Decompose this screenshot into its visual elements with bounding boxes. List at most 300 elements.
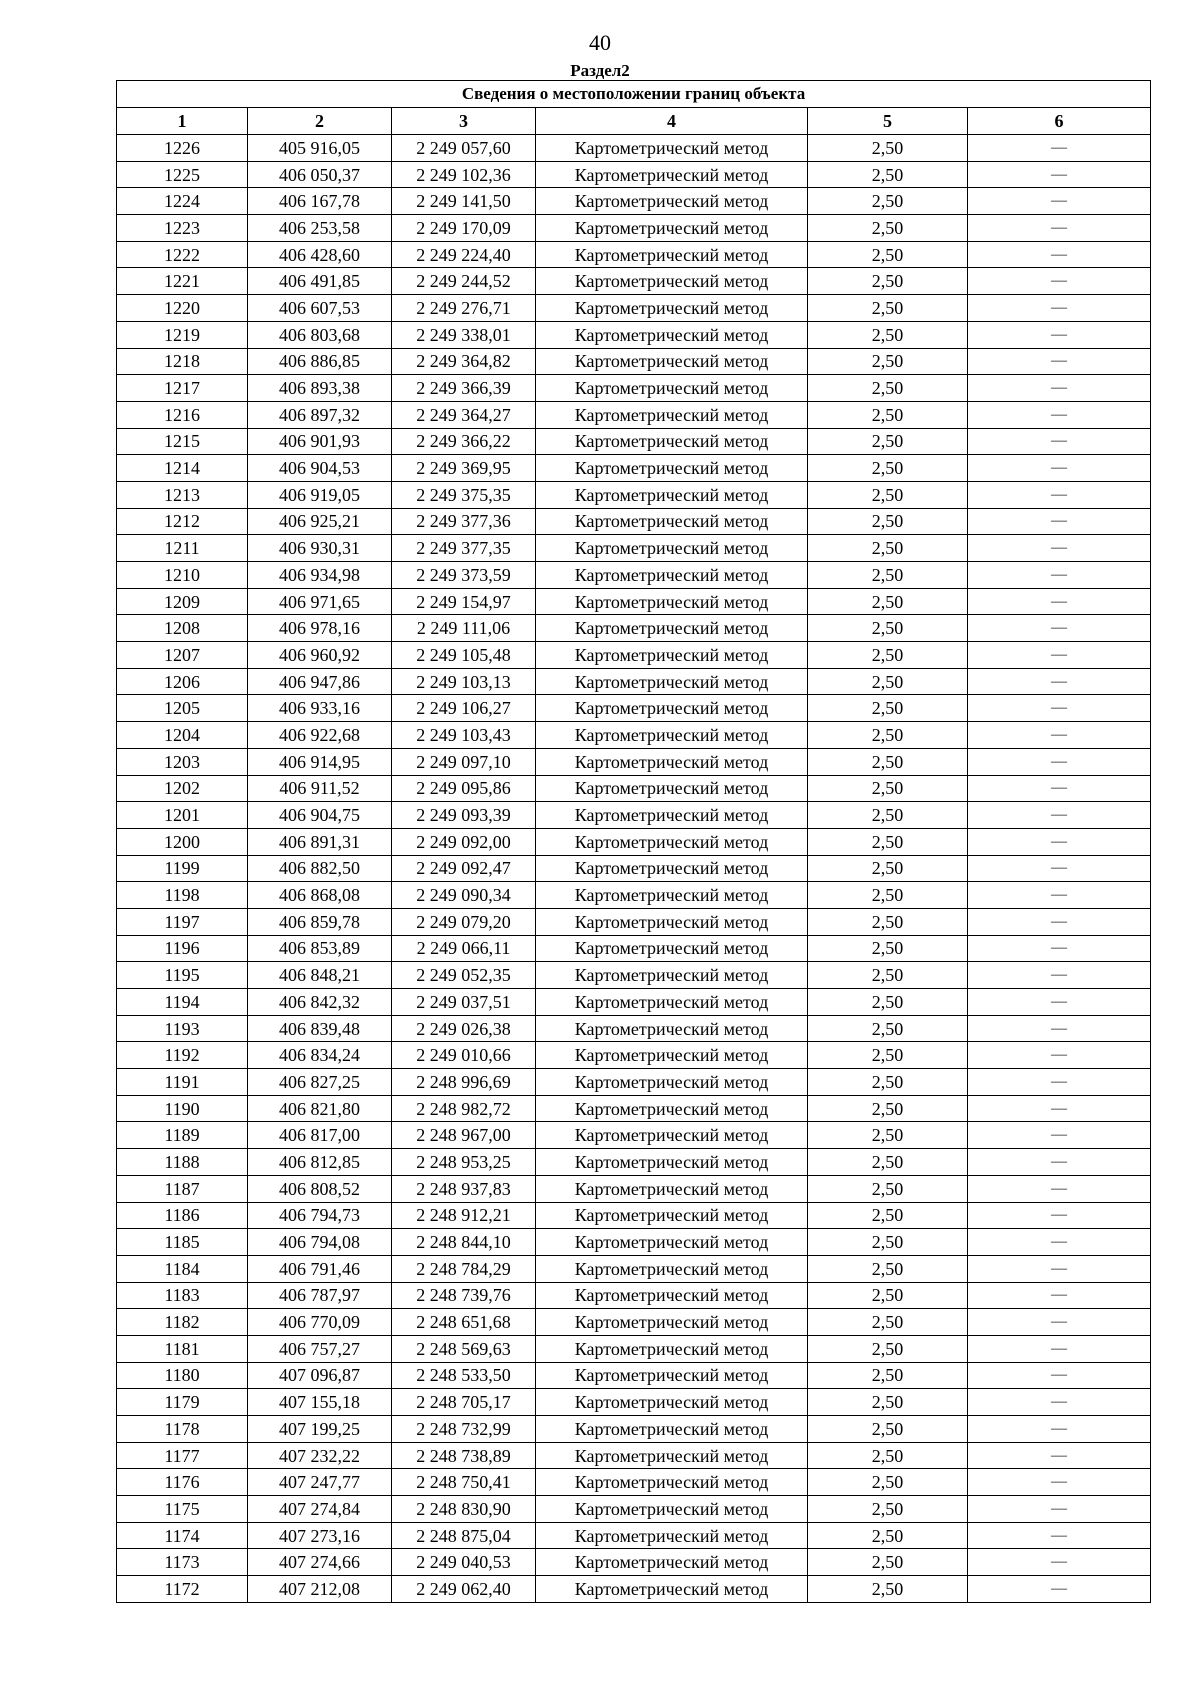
table-row [117, 481, 1151, 508]
method-cell: Картометрический метод [536, 135, 808, 162]
y-coordinate-cell: 2 249 377,36 [392, 508, 536, 535]
table-row [117, 1149, 1151, 1176]
x-coordinate-cell: 406 794,08 [248, 1229, 392, 1256]
point-number-cell: 1183 [117, 1282, 248, 1309]
x-coordinate-cell: 407 273,16 [248, 1522, 392, 1549]
point-number-cell: 1226 [117, 135, 248, 162]
description-cell: — [968, 375, 1151, 402]
table-row [117, 882, 1151, 909]
y-coordinate-cell: 2 249 102,36 [392, 161, 536, 188]
table-row [117, 588, 1151, 615]
table-row [117, 562, 1151, 589]
point-number-cell: 1217 [117, 375, 248, 402]
accuracy-cell: 2,50 [808, 1175, 968, 1202]
point-number-cell: 1207 [117, 642, 248, 669]
y-coordinate-cell: 2 248 732,99 [392, 1416, 536, 1443]
accuracy-cell: 2,50 [808, 962, 968, 989]
point-number-cell: 1184 [117, 1255, 248, 1282]
point-number-cell: 1182 [117, 1309, 248, 1336]
x-coordinate-cell: 406 253,58 [248, 215, 392, 242]
method-cell: Картометрический метод [536, 1255, 808, 1282]
x-coordinate-cell: 407 274,66 [248, 1549, 392, 1576]
method-cell: Картометрический метод [536, 1522, 808, 1549]
page-number: 40 [589, 30, 611, 55]
point-number-cell: 1220 [117, 295, 248, 322]
table-row [117, 348, 1151, 375]
accuracy-cell: 2,50 [808, 588, 968, 615]
accuracy-cell: 2,50 [808, 1576, 968, 1603]
x-coordinate-cell: 406 827,25 [248, 1069, 392, 1096]
column-number: 1 [117, 108, 248, 135]
table-row [117, 508, 1151, 535]
table-row [117, 989, 1151, 1016]
x-coordinate-cell: 406 922,68 [248, 722, 392, 749]
point-number-cell: 1223 [117, 215, 248, 242]
description-cell: — [968, 508, 1151, 535]
point-number-cell: 1216 [117, 401, 248, 428]
description-cell: — [968, 989, 1151, 1016]
accuracy-cell: 2,50 [808, 1122, 968, 1149]
point-number-cell: 1208 [117, 615, 248, 642]
method-cell: Картометрический метод [536, 1015, 808, 1042]
accuracy-cell: 2,50 [808, 535, 968, 562]
table-row [117, 1496, 1151, 1523]
point-number-cell: 1213 [117, 481, 248, 508]
table-row [117, 1282, 1151, 1309]
description-cell: — [968, 428, 1151, 455]
x-coordinate-cell: 406 607,53 [248, 295, 392, 322]
y-coordinate-cell: 2 248 750,41 [392, 1469, 536, 1496]
y-coordinate-cell: 2 249 066,11 [392, 935, 536, 962]
y-coordinate-cell: 2 249 276,71 [392, 295, 536, 322]
table-row [117, 188, 1151, 215]
x-coordinate-cell: 406 971,65 [248, 588, 392, 615]
x-coordinate-cell: 406 914,95 [248, 748, 392, 775]
point-number-cell: 1204 [117, 722, 248, 749]
y-coordinate-cell: 2 248 705,17 [392, 1389, 536, 1416]
accuracy-cell: 2,50 [808, 1335, 968, 1362]
column-number: 6 [968, 108, 1151, 135]
table-row [117, 1389, 1151, 1416]
point-number-cell: 1192 [117, 1042, 248, 1069]
x-coordinate-cell: 406 787,97 [248, 1282, 392, 1309]
description-cell: — [968, 455, 1151, 482]
point-number-cell: 1196 [117, 935, 248, 962]
x-coordinate-cell: 406 491,85 [248, 268, 392, 295]
table-row [117, 748, 1151, 775]
description-cell: — [968, 1042, 1151, 1069]
accuracy-cell: 2,50 [808, 562, 968, 589]
y-coordinate-cell: 2 249 170,09 [392, 215, 536, 242]
x-coordinate-cell: 406 919,05 [248, 481, 392, 508]
x-coordinate-cell: 406 901,93 [248, 428, 392, 455]
description-cell: — [968, 1122, 1151, 1149]
description-cell: — [968, 1469, 1151, 1496]
method-cell: Картометрический метод [536, 1362, 808, 1389]
point-number-cell: 1195 [117, 962, 248, 989]
accuracy-cell: 2,50 [808, 321, 968, 348]
y-coordinate-cell: 2 249 364,82 [392, 348, 536, 375]
accuracy-cell: 2,50 [808, 1522, 968, 1549]
description-cell: — [968, 1202, 1151, 1229]
method-cell: Картометрический метод [536, 562, 808, 589]
point-number-cell: 1200 [117, 828, 248, 855]
y-coordinate-cell: 2 249 092,47 [392, 855, 536, 882]
point-number-cell: 1187 [117, 1175, 248, 1202]
point-number-cell: 1174 [117, 1522, 248, 1549]
y-coordinate-cell: 2 248 651,68 [392, 1309, 536, 1336]
table-row [117, 1442, 1151, 1469]
description-cell: — [968, 882, 1151, 909]
description-cell: — [968, 1015, 1151, 1042]
table-row [117, 615, 1151, 642]
method-cell: Картометрический метод [536, 1442, 808, 1469]
point-number-cell: 1224 [117, 188, 248, 215]
point-number-cell: 1186 [117, 1202, 248, 1229]
method-cell: Картометрический метод [536, 1175, 808, 1202]
method-cell: Картометрический метод [536, 882, 808, 909]
method-cell: Картометрический метод [536, 1149, 808, 1176]
table-row [117, 455, 1151, 482]
accuracy-cell: 2,50 [808, 1362, 968, 1389]
x-coordinate-cell: 406 842,32 [248, 989, 392, 1016]
y-coordinate-cell: 2 249 111,06 [392, 615, 536, 642]
description-cell: — [968, 748, 1151, 775]
method-cell: Картометрический метод [536, 1282, 808, 1309]
table-row [117, 1309, 1151, 1336]
accuracy-cell: 2,50 [808, 1282, 968, 1309]
boundary-coordinates-table [116, 80, 1151, 1603]
point-number-cell: 1210 [117, 562, 248, 589]
x-coordinate-cell: 407 212,08 [248, 1576, 392, 1603]
accuracy-cell: 2,50 [808, 1015, 968, 1042]
description-cell: — [968, 1095, 1151, 1122]
accuracy-cell: 2,50 [808, 668, 968, 695]
accuracy-cell: 2,50 [808, 695, 968, 722]
method-cell: Картометрический метод [536, 802, 808, 829]
y-coordinate-cell: 2 249 377,35 [392, 535, 536, 562]
method-cell: Картометрический метод [536, 908, 808, 935]
x-coordinate-cell: 407 247,77 [248, 1469, 392, 1496]
accuracy-cell: 2,50 [808, 1469, 968, 1496]
table-row [117, 775, 1151, 802]
table-body [117, 135, 1151, 1603]
description-cell: — [968, 1229, 1151, 1256]
method-cell: Картометрический метод [536, 268, 808, 295]
description-cell: — [968, 1389, 1151, 1416]
section-title: Раздел2 [570, 61, 630, 80]
description-cell: — [968, 348, 1151, 375]
accuracy-cell: 2,50 [808, 135, 968, 162]
x-coordinate-cell: 406 891,31 [248, 828, 392, 855]
x-coordinate-cell: 406 933,16 [248, 695, 392, 722]
table-row [117, 1576, 1151, 1603]
description-cell: — [968, 135, 1151, 162]
accuracy-cell: 2,50 [808, 401, 968, 428]
description-cell: — [968, 295, 1151, 322]
x-coordinate-cell: 406 428,60 [248, 241, 392, 268]
x-coordinate-cell: 406 886,85 [248, 348, 392, 375]
point-number-cell: 1202 [117, 775, 248, 802]
table-row [117, 161, 1151, 188]
table-row [117, 401, 1151, 428]
accuracy-cell: 2,50 [808, 375, 968, 402]
method-cell: Картометрический метод [536, 962, 808, 989]
method-cell: Картометрический метод [536, 828, 808, 855]
y-coordinate-cell: 2 248 875,04 [392, 1522, 536, 1549]
description-cell: — [968, 1442, 1151, 1469]
x-coordinate-cell: 407 096,87 [248, 1362, 392, 1389]
x-coordinate-cell: 406 794,73 [248, 1202, 392, 1229]
point-number-cell: 1176 [117, 1469, 248, 1496]
accuracy-cell: 2,50 [808, 855, 968, 882]
description-cell: — [968, 1362, 1151, 1389]
description-cell: — [968, 588, 1151, 615]
x-coordinate-cell: 406 853,89 [248, 935, 392, 962]
y-coordinate-cell: 2 248 830,90 [392, 1496, 536, 1523]
table-row [117, 828, 1151, 855]
accuracy-cell: 2,50 [808, 1069, 968, 1096]
accuracy-cell: 2,50 [808, 802, 968, 829]
column-number: 5 [808, 108, 968, 135]
table-row [117, 1362, 1151, 1389]
method-cell: Картометрический метод [536, 241, 808, 268]
y-coordinate-cell: 2 249 141,50 [392, 188, 536, 215]
table-row [117, 1202, 1151, 1229]
point-number-cell: 1203 [117, 748, 248, 775]
accuracy-cell: 2,50 [808, 1202, 968, 1229]
point-number-cell: 1191 [117, 1069, 248, 1096]
y-coordinate-cell: 2 249 095,86 [392, 775, 536, 802]
accuracy-cell: 2,50 [808, 295, 968, 322]
y-coordinate-cell: 2 249 090,34 [392, 882, 536, 909]
x-coordinate-cell: 406 050,37 [248, 161, 392, 188]
description-cell: — [968, 1255, 1151, 1282]
description-cell: — [968, 775, 1151, 802]
accuracy-cell: 2,50 [808, 1309, 968, 1336]
y-coordinate-cell: 2 249 037,51 [392, 989, 536, 1016]
y-coordinate-cell: 2 249 040,53 [392, 1549, 536, 1576]
method-cell: Картометрический метод [536, 295, 808, 322]
method-cell: Картометрический метод [536, 161, 808, 188]
x-coordinate-cell: 406 821,80 [248, 1095, 392, 1122]
x-coordinate-cell: 405 916,05 [248, 135, 392, 162]
table-row [117, 535, 1151, 562]
point-number-cell: 1215 [117, 428, 248, 455]
description-cell: — [968, 855, 1151, 882]
y-coordinate-cell: 2 248 996,69 [392, 1069, 536, 1096]
point-number-cell: 1177 [117, 1442, 248, 1469]
method-cell: Картометрический метод [536, 615, 808, 642]
table-row [117, 1042, 1151, 1069]
method-cell: Картометрический метод [536, 1069, 808, 1096]
point-number-cell: 1193 [117, 1015, 248, 1042]
description-cell: — [968, 802, 1151, 829]
accuracy-cell: 2,50 [808, 1442, 968, 1469]
method-cell: Картометрический метод [536, 855, 808, 882]
method-cell: Картометрический метод [536, 348, 808, 375]
x-coordinate-cell: 406 947,86 [248, 668, 392, 695]
y-coordinate-cell: 2 249 366,22 [392, 428, 536, 455]
y-coordinate-cell: 2 249 364,27 [392, 401, 536, 428]
y-coordinate-cell: 2 249 093,39 [392, 802, 536, 829]
accuracy-cell: 2,50 [808, 188, 968, 215]
description-cell: — [968, 562, 1151, 589]
y-coordinate-cell: 2 249 062,40 [392, 1576, 536, 1603]
point-number-cell: 1189 [117, 1122, 248, 1149]
x-coordinate-cell: 406 897,32 [248, 401, 392, 428]
point-number-cell: 1185 [117, 1229, 248, 1256]
x-coordinate-cell: 406 868,08 [248, 882, 392, 909]
description-cell: — [968, 935, 1151, 962]
description-cell: — [968, 1335, 1151, 1362]
accuracy-cell: 2,50 [808, 1042, 968, 1069]
y-coordinate-cell: 2 249 244,52 [392, 268, 536, 295]
point-number-cell: 1180 [117, 1362, 248, 1389]
method-cell: Картометрический метод [536, 1095, 808, 1122]
method-cell: Картометрический метод [536, 695, 808, 722]
x-coordinate-cell: 406 839,48 [248, 1015, 392, 1042]
point-number-cell: 1179 [117, 1389, 248, 1416]
method-cell: Картометрический метод [536, 1335, 808, 1362]
point-number-cell: 1175 [117, 1496, 248, 1523]
x-coordinate-cell: 406 757,27 [248, 1335, 392, 1362]
point-number-cell: 1211 [117, 535, 248, 562]
table-row [117, 802, 1151, 829]
method-cell: Картометрический метод [536, 535, 808, 562]
accuracy-cell: 2,50 [808, 882, 968, 909]
y-coordinate-cell: 2 249 373,59 [392, 562, 536, 589]
description-cell: — [968, 401, 1151, 428]
accuracy-cell: 2,50 [808, 428, 968, 455]
method-cell: Картометрический метод [536, 1042, 808, 1069]
method-cell: Картометрический метод [536, 668, 808, 695]
x-coordinate-cell: 406 960,92 [248, 642, 392, 669]
table-row [117, 1522, 1151, 1549]
description-cell: — [968, 1522, 1151, 1549]
accuracy-cell: 2,50 [808, 161, 968, 188]
table-row [117, 1175, 1151, 1202]
table-row [117, 1122, 1151, 1149]
point-number-cell: 1194 [117, 989, 248, 1016]
table-row [117, 962, 1151, 989]
x-coordinate-cell: 406 812,85 [248, 1149, 392, 1176]
y-coordinate-cell: 2 249 052,35 [392, 962, 536, 989]
point-number-cell: 1218 [117, 348, 248, 375]
method-cell: Картометрический метод [536, 375, 808, 402]
x-coordinate-cell: 406 817,00 [248, 1122, 392, 1149]
description-cell: — [968, 1576, 1151, 1603]
x-coordinate-cell: 406 893,38 [248, 375, 392, 402]
method-cell: Картометрический метод [536, 1496, 808, 1523]
x-coordinate-cell: 406 848,21 [248, 962, 392, 989]
x-coordinate-cell: 406 167,78 [248, 188, 392, 215]
description-cell: — [968, 1496, 1151, 1523]
description-cell: — [968, 908, 1151, 935]
point-number-cell: 1201 [117, 802, 248, 829]
table-row [117, 1255, 1151, 1282]
method-cell: Картометрический метод [536, 1416, 808, 1443]
method-cell: Картометрический метод [536, 642, 808, 669]
x-coordinate-cell: 406 911,52 [248, 775, 392, 802]
y-coordinate-cell: 2 249 366,39 [392, 375, 536, 402]
table-row [117, 855, 1151, 882]
method-cell: Картометрический метод [536, 1576, 808, 1603]
y-coordinate-cell: 2 249 097,10 [392, 748, 536, 775]
method-cell: Картометрический метод [536, 722, 808, 749]
description-cell: — [968, 615, 1151, 642]
point-number-cell: 1225 [117, 161, 248, 188]
description-cell: — [968, 1309, 1151, 1336]
y-coordinate-cell: 2 249 375,35 [392, 481, 536, 508]
accuracy-cell: 2,50 [808, 615, 968, 642]
accuracy-cell: 2,50 [808, 642, 968, 669]
description-cell: — [968, 535, 1151, 562]
method-cell: Картометрический метод [536, 215, 808, 242]
x-coordinate-cell: 406 934,98 [248, 562, 392, 589]
table-row [117, 295, 1151, 322]
y-coordinate-cell: 2 248 953,25 [392, 1149, 536, 1176]
description-cell: — [968, 215, 1151, 242]
point-number-cell: 1172 [117, 1576, 248, 1603]
y-coordinate-cell: 2 248 784,29 [392, 1255, 536, 1282]
accuracy-cell: 2,50 [808, 268, 968, 295]
table-row [117, 642, 1151, 669]
accuracy-cell: 2,50 [808, 215, 968, 242]
table-row [117, 241, 1151, 268]
y-coordinate-cell: 2 249 105,48 [392, 642, 536, 669]
table-row [117, 428, 1151, 455]
method-cell: Картометрический метод [536, 775, 808, 802]
description-cell: — [968, 828, 1151, 855]
accuracy-cell: 2,50 [808, 935, 968, 962]
x-coordinate-cell: 407 274,84 [248, 1496, 392, 1523]
method-cell: Картометрический метод [536, 1122, 808, 1149]
x-coordinate-cell: 406 925,21 [248, 508, 392, 535]
method-cell: Картометрический метод [536, 1389, 808, 1416]
point-number-cell: 1221 [117, 268, 248, 295]
x-coordinate-cell: 406 770,09 [248, 1309, 392, 1336]
method-cell: Картометрический метод [536, 508, 808, 535]
y-coordinate-cell: 2 248 967,00 [392, 1122, 536, 1149]
method-cell: Картометрический метод [536, 1229, 808, 1256]
point-number-cell: 1222 [117, 241, 248, 268]
method-cell: Картометрический метод [536, 1309, 808, 1336]
accuracy-cell: 2,50 [808, 481, 968, 508]
point-number-cell: 1178 [117, 1416, 248, 1443]
description-cell: — [968, 161, 1151, 188]
table-caption: Сведения о местоположении границ объекта [117, 81, 1151, 108]
table-row [117, 695, 1151, 722]
x-coordinate-cell: 406 882,50 [248, 855, 392, 882]
accuracy-cell: 2,50 [808, 1095, 968, 1122]
y-coordinate-cell: 2 249 338,01 [392, 321, 536, 348]
accuracy-cell: 2,50 [808, 748, 968, 775]
table-row [117, 135, 1151, 162]
x-coordinate-cell: 406 930,31 [248, 535, 392, 562]
point-number-cell: 1205 [117, 695, 248, 722]
accuracy-cell: 2,50 [808, 1255, 968, 1282]
y-coordinate-cell: 2 248 982,72 [392, 1095, 536, 1122]
method-cell: Картометрический метод [536, 989, 808, 1016]
table-caption-row [117, 81, 1151, 108]
point-number-cell: 1219 [117, 321, 248, 348]
table-row [117, 268, 1151, 295]
description-cell: — [968, 722, 1151, 749]
accuracy-cell: 2,50 [808, 1229, 968, 1256]
x-coordinate-cell: 406 904,53 [248, 455, 392, 482]
accuracy-cell: 2,50 [808, 1389, 968, 1416]
